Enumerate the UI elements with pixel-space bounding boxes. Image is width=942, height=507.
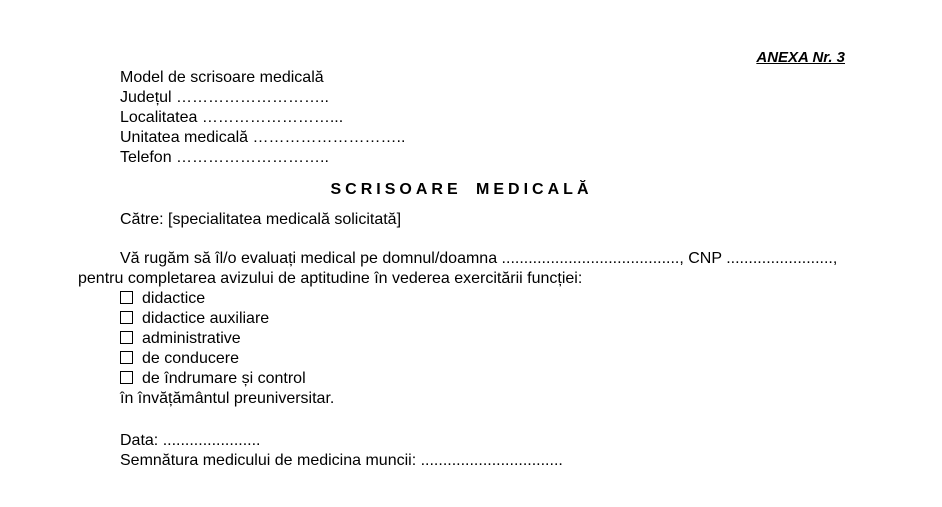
checkbox-administrative[interactable]	[120, 331, 133, 344]
checkbox-label: didactice	[142, 290, 206, 307]
checkbox-label: didactice auxiliare	[142, 310, 270, 327]
annex-label: ANEXA Nr. 3	[756, 49, 845, 66]
addressee-line: Către: [specialitatea medicală solicitată]	[120, 211, 402, 228]
checkbox-label: de îndrumare și control	[142, 370, 306, 387]
document-title: SCRISOARE MEDICALĂ	[330, 181, 593, 198]
letterhead-line-model: Model de scrisoare medicală	[120, 69, 324, 86]
checkbox-item-administrative	[120, 329, 845, 349]
checkbox-label: administrative	[142, 330, 241, 347]
checklist-suffix-line: în învățământul preuniversitar.	[120, 390, 335, 407]
checkbox-item-didactice	[120, 289, 845, 309]
checkbox-label: de conducere	[142, 350, 239, 367]
body-paragraph-line2: pentru completarea avizului de aptitudine în vederea exercitării funcției:	[78, 270, 583, 287]
letterhead-line-unitate: Unitatea medicală ………………………..	[120, 129, 406, 146]
document-footer	[120, 431, 845, 471]
body-paragraph	[78, 249, 845, 289]
checkbox-de-indrumare-si-control[interactable]	[120, 371, 133, 384]
checkbox-item-didactice-auxiliare	[120, 309, 845, 329]
checkbox-de-conducere[interactable]	[120, 351, 133, 364]
date-line: Data: ......................	[120, 432, 261, 449]
letterhead-line-localitate: Localitatea ……………………...	[120, 109, 344, 126]
checkbox-didactice-auxiliare[interactable]	[120, 311, 133, 324]
body-paragraph-line1: Vă rugăm să îl/o evaluați medical pe domnul/doamna ........................................, CNP ........................,	[120, 250, 838, 267]
letterhead-line-judet: Județul ………………………..	[120, 89, 329, 106]
checkbox-item-de-conducere	[120, 349, 845, 369]
signature-line: Semnătura medicului de medicina muncii: ................................	[120, 452, 563, 469]
letterhead-line-telefon: Telefon ………………………..	[120, 149, 329, 166]
letterhead	[120, 68, 845, 168]
checkbox-item-de-indrumare-si-control	[120, 369, 845, 389]
function-checklist	[78, 289, 845, 409]
checkbox-didactice[interactable]	[120, 291, 133, 304]
